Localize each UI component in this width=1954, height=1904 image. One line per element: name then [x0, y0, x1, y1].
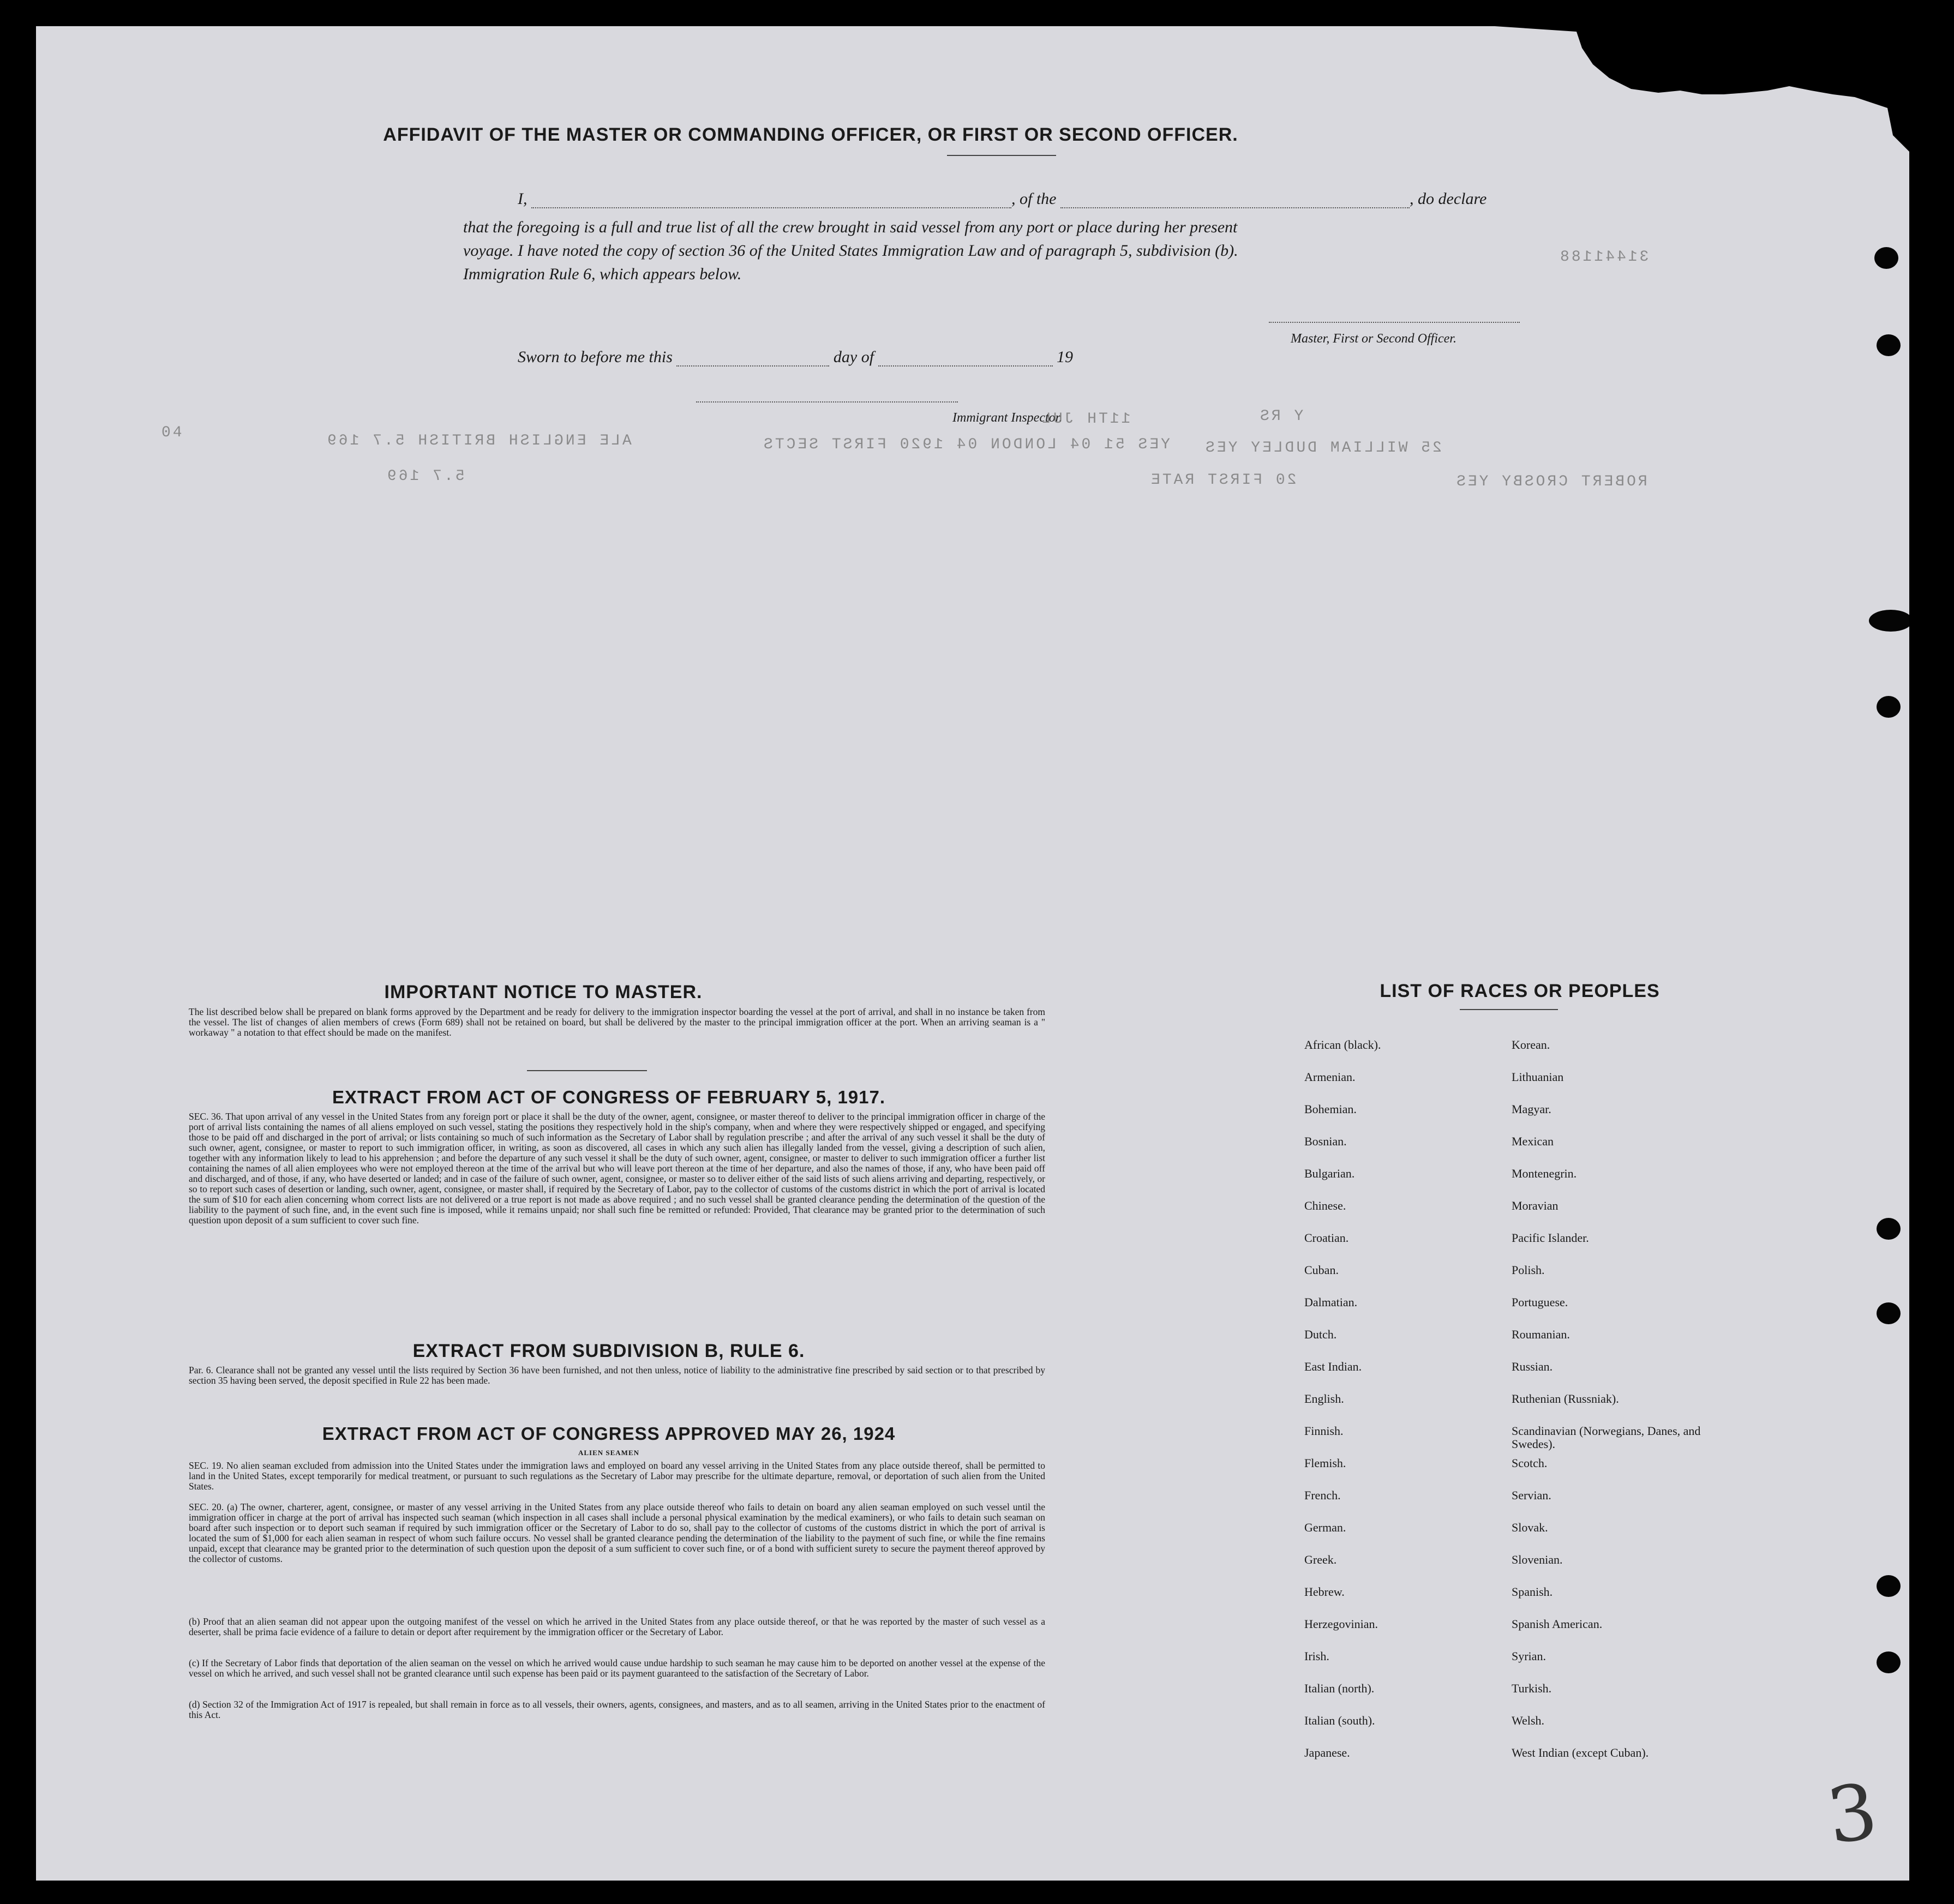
- vessel-blank: [1060, 192, 1410, 208]
- race-item: Italian (south).: [1304, 1714, 1375, 1727]
- punch-hole: [1877, 1302, 1901, 1324]
- title-rule: [947, 155, 1056, 156]
- handwritten-page-number: 3: [1822, 1767, 1883, 1862]
- sworn-day-of: day of: [833, 348, 874, 366]
- race-item: Mexican: [1512, 1134, 1554, 1148]
- punch-hole: [1877, 1575, 1901, 1597]
- race-item: East Indian.: [1304, 1360, 1362, 1373]
- race-item: Armenian.: [1304, 1070, 1356, 1084]
- rule6-body: Par. 6. Clearance shall not be granted any vessel until the lists required by Section 36 have been furnished, and not then unless, notice of liability to the administrative fine prescribed by said section or to that prescribed by section 35 having been served, the deposit specified in Rule 22 has been made.: [189, 1365, 1045, 1386]
- signature-label: Master, First or Second Officer.: [1291, 332, 1456, 346]
- extract1924-title: EXTRACT FROM ACT OF CONGRESS APPROVED MAY 26, 1924: [322, 1424, 896, 1444]
- race-item: German.: [1304, 1521, 1346, 1534]
- race-item: Lithuanian: [1512, 1070, 1564, 1084]
- punch-hole: [1874, 247, 1898, 269]
- race-item: Pacific Islander.: [1512, 1231, 1589, 1245]
- sworn-year: 19: [1057, 348, 1074, 366]
- race-item: Spanish American.: [1512, 1617, 1603, 1631]
- rule6-title: EXTRACT FROM SUBDIVISION B, RULE 6.: [412, 1341, 805, 1361]
- overprint-row1-left: 04: [161, 424, 184, 441]
- notice-title: IMPORTANT NOTICE TO MASTER.: [384, 982, 703, 1002]
- extract1924-sec20b: (b) Proof that an alien seaman did not appear upon the outgoing manifest of the vessel on which he arrived in the United States from any place outside thereof, or that he was reported by the master of such vessel as a deserter, shall be prima facie evidence of a failure to detain or deport after requirement by the immigration officer or the Secretary of Labor.: [189, 1616, 1045, 1637]
- i-label: I,: [518, 190, 528, 208]
- extract1917-body: SEC. 36. That upon arrival of any vessel in the United States from any foreign port or place it shall be the duty of the owner, agent, consignee, or master thereof to deliver to the principal immigration officer in charge of the port of arrival lists containing the names of all aliens employed on such vessel, stating the positions they respectively hold in the ship's company, when and where they were respectively shipped or engaged, and specifying those to be paid off and discharged in the port of arrival; or lists containing so much of such information as the Secretary of Labor shall by regulation prescribe ; and after the arrival of any such vessel it shall be the duty of such owner, agent, consignee, or master to report to such immigration officer, in writing, as soon as discovered, all cases in which any such alien has illegally landed from the vessel, giving a description of such alien, together with any information likely to lead to his apprehension ; and before the departure of any such vessel it shall be the duty of such owner, agent, consignee, or master to deliver to such immigration officer a further list containing the names of all alien employees who were not employed thereon at the time of the arrival but who will leave port thereon at the time of her departure, and also the names of those, if any, who have been paid off and discharged, and of those, if any, who have deserted or landed; and in case of the failure of such owner, agent, consignee, or master so to deliver either of the said lists of such aliens arriving and departing, respectively, or so to report such cases of desertion or landing, such owner, agent, consignee, or master shall, if required by the Secretary of Labor, pay to the collector of customs of the customs district in which the port of arrival is located the sum of $10 for each alien concerning whom correct lists are not delivered or a true report is not made as above required ; and no such vessel shall be granted clearance pending the determination of the question of the liability to the payment of such fine, and, in the event such fine is imposed, while it remains unpaid; nor shall such fine be remitted or refunded: Provided, That clearance may be granted prior to the determination of such question upon deposit of a sum sufficient to cover such fine.: [189, 1111, 1045, 1226]
- affidavit-line-1: [518, 190, 1581, 208]
- notice-rule: [527, 1070, 647, 1071]
- race-item: Scandinavian (Norwegians, Danes, and Swedes).: [1512, 1424, 1701, 1451]
- declare-label: , do declare: [1410, 190, 1487, 208]
- overprint-row2-center: 20 FIRST RATE: [1149, 472, 1297, 489]
- torn-corner: [1495, 26, 1909, 152]
- race-item: Japanese.: [1304, 1746, 1350, 1759]
- race-item: Bosnian.: [1304, 1134, 1347, 1148]
- race-item: Bulgarian.: [1304, 1167, 1355, 1180]
- extract1924-sec20a: SEC. 20. (a) The owner, charterer, agent, consignee, or master of any vessel arriving in the United States from any place outside thereof who fails to detain on board any alien seaman employed on such vessel until the immigration officer in charge at the port of arrival has inspected such seaman (which inspection in all cases shall include a personal physical examination by the medical examiners), or who fails to detain such seaman on board after such inspection or to deport such seaman if required by such immigration officer or the Secretary of Labor to do so, shall pay to the collector of customs of the customs district in which the port of arrival is located the sum of $1,000 for each alien seaman in respect of whom such failure occurs. No vessel shall be granted clearance pending the determination of the liability to the payment of such fine, or while the fine remains unpaid, except that clearance may be granted prior to the determination of such question upon the deposit of a sum sufficient to cover such fine, or of a bond with sufficient surety to secure the payment thereof approved by the collector of customs.: [189, 1501, 1045, 1564]
- punch-hole: [1877, 334, 1901, 356]
- inspector-label: Immigrant Inspector.: [952, 411, 1063, 425]
- sworn-line: [518, 348, 1227, 367]
- race-item: Finnish.: [1304, 1424, 1344, 1438]
- race-item: Montenegrin.: [1512, 1167, 1577, 1180]
- race-item: Ruthenian (Russniak).: [1512, 1392, 1619, 1406]
- race-item: African (black).: [1304, 1038, 1381, 1052]
- overprint-top-code: 31441188: [1558, 249, 1649, 266]
- race-item: Polish.: [1512, 1263, 1545, 1277]
- race-item: Chinese.: [1304, 1199, 1346, 1212]
- affidavit-line-3: voyage. I have noted the copy of section 36 of the United States Immigration Law and of paragraph 5, subdivision (b).: [463, 242, 1238, 260]
- race-item: Cuban.: [1304, 1263, 1339, 1277]
- races-rule: [1460, 1009, 1558, 1010]
- inspector-line: [696, 400, 958, 403]
- overprint-row2-right: ROBERT CROSBY YES: [1454, 473, 1647, 490]
- sworn-day-blank: [676, 350, 829, 367]
- race-item: Bohemian.: [1304, 1102, 1357, 1116]
- overprint-row1-mid: ALE ENGLISH BRITISH 5.7 169: [325, 433, 632, 449]
- race-item: Roumanian.: [1512, 1328, 1570, 1341]
- overprint-row1-right: 25 WILLIAM DUDLEY YES: [1203, 440, 1442, 457]
- signature-line: [1269, 321, 1520, 323]
- race-item: Italian (north).: [1304, 1681, 1375, 1695]
- races-column-2: [1512, 1038, 1719, 1779]
- race-item: Welsh.: [1512, 1714, 1544, 1727]
- race-item: Greek.: [1304, 1553, 1337, 1566]
- extract1924-sec19: SEC. 19. No alien seaman excluded from admission into the United States under the immigration laws and employed on board any vessel arriving in the United States from any place outside thereof, shall be permitted to land in the United States, except temporarily for medical treatment, or pursuant to such regulations as the Secretary of Labor may prescribe for the ultimate departure, removal, or deportation of such alien from the United States.: [189, 1460, 1045, 1492]
- affidavit-line-4: Immigration Rule 6, which appears below.: [463, 265, 742, 283]
- race-item: Moravian: [1512, 1199, 1559, 1212]
- race-item: Turkish.: [1512, 1681, 1552, 1695]
- race-item: French.: [1304, 1488, 1341, 1502]
- overprint-row1-center: YES 51 04 LONDON 04 1920 FIRST SECTS: [762, 436, 1170, 453]
- race-item: Herzegovinian.: [1304, 1617, 1378, 1631]
- race-item: Flemish.: [1304, 1456, 1346, 1470]
- race-item: Dutch.: [1304, 1328, 1337, 1341]
- race-item: Dalmatian.: [1304, 1295, 1358, 1309]
- punch-hole: [1877, 1218, 1901, 1240]
- sworn-prefix: Sworn to before me this: [518, 348, 673, 366]
- race-item: Scotch.: [1512, 1456, 1548, 1470]
- race-item: Magyar.: [1512, 1102, 1551, 1116]
- overprint-stamp-2: Y RS: [1258, 408, 1304, 425]
- race-item: Irish.: [1304, 1649, 1329, 1663]
- extract1917-title: EXTRACT FROM ACT OF CONGRESS OF FEBRUARY 5, 1917.: [332, 1087, 886, 1107]
- race-item: Russian.: [1512, 1360, 1553, 1373]
- name-blank: [531, 192, 1011, 208]
- extract1924-sec20c: (c) If the Secretary of Labor finds that deportation of the alien seaman on the vessel on which he arrived would cause undue hardship to such seaman he may cause him to be deported on another vessel at the expense of the vessel on which he arrived, and such vessel shall not be granted clearance until such expense has been paid or its payment guaranteed to the satisfaction of the Secretary of Labor.: [189, 1657, 1045, 1679]
- affidavit-title: AFFIDAVIT OF THE MASTER OR COMMANDING OFFICER, OR FIRST OR SECOND OFFICER.: [383, 124, 1238, 145]
- race-item: Hebrew.: [1304, 1585, 1345, 1599]
- race-item: Slovak.: [1512, 1521, 1548, 1534]
- punch-hole: [1877, 1651, 1901, 1673]
- race-item: Croatian.: [1304, 1231, 1349, 1245]
- race-item: Spanish.: [1512, 1585, 1553, 1599]
- race-item: English.: [1304, 1392, 1344, 1406]
- extract1924-subtitle: ALIEN SEAMEN: [578, 1449, 640, 1457]
- punch-hole: [1869, 610, 1909, 632]
- race-item: Syrian.: [1512, 1649, 1546, 1663]
- overprint-row2-left: 5.7 169: [385, 468, 465, 485]
- punch-hole: [1877, 696, 1901, 718]
- extract1924-sec20d: (d) Section 32 of the Immigration Act of 1917 is repealed, but shall remain in force as to all vessels, their owners, agents, consignees, and masters, and as to all seamen, arriving in the United States prior to the enactment of this Act.: [189, 1699, 1045, 1720]
- race-item: Slovenian.: [1512, 1553, 1563, 1566]
- races-title: LIST OF RACES OR PEOPLES: [1380, 981, 1660, 1001]
- race-item: West Indian (except Cuban).: [1512, 1746, 1649, 1759]
- of-the-label: , of the: [1011, 190, 1057, 208]
- race-item: Portuguese.: [1512, 1295, 1568, 1309]
- sworn-month-blank: [878, 350, 1053, 367]
- races-column-1: [1304, 1038, 1490, 1779]
- race-item: Servian.: [1512, 1488, 1551, 1502]
- overprint-stamp: 11TH JUL: [1040, 411, 1131, 428]
- race-item: Korean.: [1512, 1038, 1550, 1052]
- notice-body: The list described below shall be prepared on blank forms approved by the Department and be ready for delivery to the immigration inspector boarding the vessel at the port of arrival, and shall in no instance be taken from the vessel. The list of changes of alien members of crews (Form 689) shall not be retained on board, but shall be delivered by the master to the principal immigration officer at the port. When an arriving seaman is a " workaway " a notation to that effect should be made on the manifest.: [189, 1006, 1045, 1038]
- document-page: [36, 26, 1909, 1881]
- affidavit-line-2: that the foregoing is a full and true list of all the crew brought in said vessel from any port or place during her present: [463, 218, 1238, 236]
